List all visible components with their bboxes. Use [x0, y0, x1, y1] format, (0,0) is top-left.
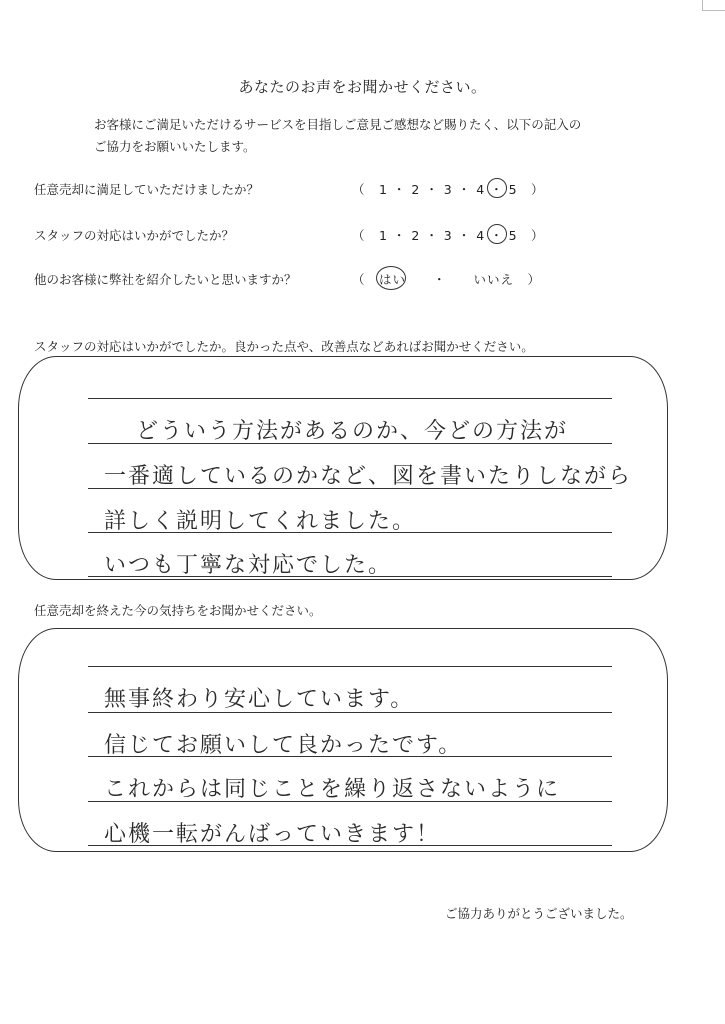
- page-corner-mark: [702, 0, 725, 11]
- section-2-answer-line-1: 無事終わり安心しています。: [104, 687, 415, 712]
- section-1-prompt: スタッフの対応はいかがでしたか。良かった点や、改善点などあればお聞かせください。: [34, 339, 534, 354]
- question-1-selected-circle: [487, 178, 507, 198]
- closing-message: ご協力ありがとうございました。: [445, 906, 633, 921]
- question-2-options[interactable]: （ 1 ・ 2 ・ 3 ・ 4 ・ 5 ）: [352, 228, 545, 243]
- question-1-options[interactable]: （ 1 ・ 2 ・ 3 ・ 4 ・ 5 ）: [352, 182, 545, 197]
- question-3-selected-circle: [376, 266, 406, 290]
- section-2-prompt: 任意売却を終えた今の気持ちをお聞かせください。: [34, 603, 322, 618]
- section-2-answer-line-3: これからは同じことを繰り返さないように: [104, 777, 561, 802]
- question-2-selected-circle: [487, 224, 507, 244]
- intro-line-1: お客様にご満足いただけるサービスを目指しご意見ご感想など賜りたく、以下の記入の: [94, 117, 582, 132]
- page-title: あなたのお声をお聞かせください。: [238, 78, 487, 96]
- section-2-rule: [88, 666, 612, 667]
- section-1-answer-line-3: 詳しく説明してくれました。: [104, 509, 417, 534]
- question-3-label: 他のお客様に弊社を紹介したいと思いますか？: [34, 272, 297, 287]
- section-2-answer-line-2: 信じてお願いして良かったです。: [104, 733, 463, 758]
- question-3-options[interactable]: （ はい ・ いいえ ）: [352, 272, 542, 287]
- section-1-answer-line-2: 一番適しているのかなど、図を書いたりしながら: [104, 464, 633, 489]
- intro-line-2: ご協力をお願いいたします。: [94, 139, 256, 154]
- question-1-label: 任意売却に満足していただけましたか？: [34, 182, 260, 197]
- section-2-answer-line-4: 心機一転がんばっていきます！: [104, 822, 441, 847]
- section-1-answer-line-1: どういう方法があるのか、今どの方法が: [136, 419, 569, 444]
- section-1-answer-line-4: いつも丁寧な対応でした。: [104, 553, 393, 578]
- section-1-rule: [88, 398, 612, 399]
- question-2-label: スタッフの対応はいかがでしたか？: [34, 228, 235, 243]
